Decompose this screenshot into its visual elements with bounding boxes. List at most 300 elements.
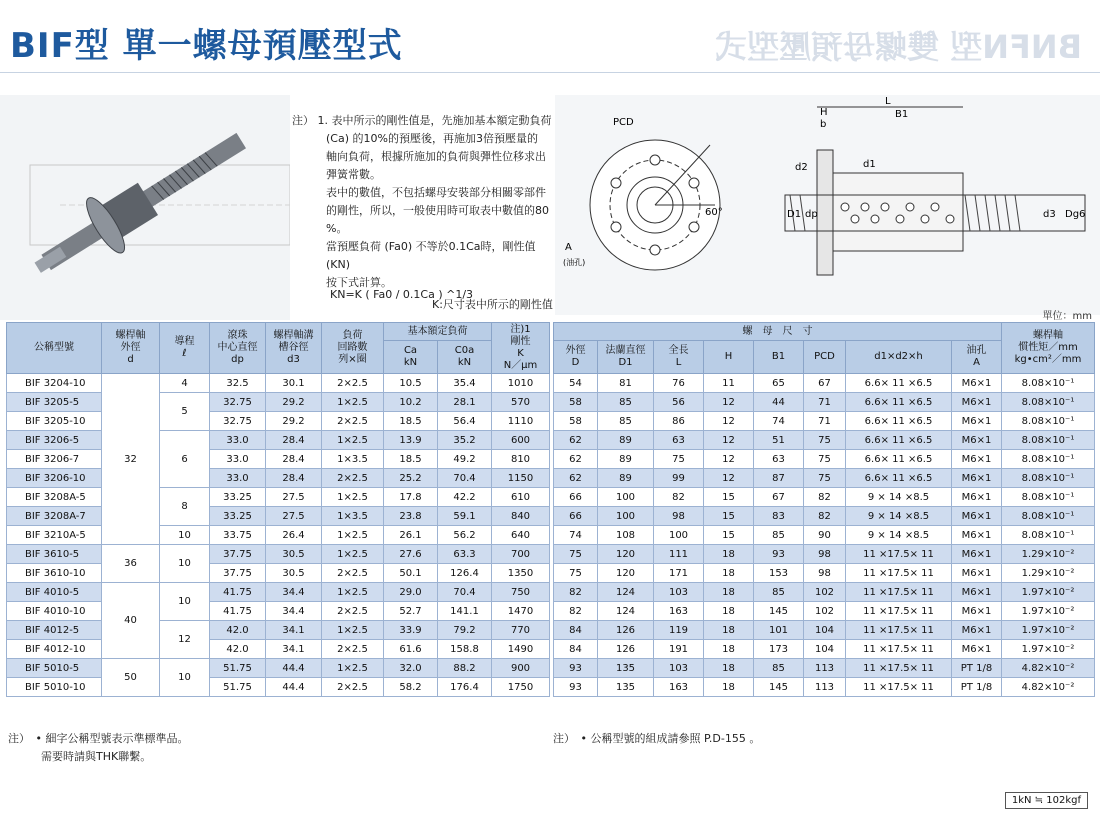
PCD-cell: 104 bbox=[804, 621, 846, 640]
D-cell: 75 bbox=[554, 564, 598, 583]
H-cell: 11 bbox=[704, 374, 754, 393]
lead-cell: 10 bbox=[160, 583, 210, 621]
D-cell: 84 bbox=[554, 621, 598, 640]
B1-cell: 153 bbox=[754, 564, 804, 583]
holes-cell: 9 × 14 ×8.5 bbox=[846, 507, 952, 526]
table-row bbox=[7, 621, 1095, 640]
holes-cell: 6.6× 11 ×6.5 bbox=[846, 374, 952, 393]
D1-cell: 135 bbox=[598, 659, 654, 678]
H-cell: 18 bbox=[704, 621, 754, 640]
header-flange: 法蘭直徑 D1 bbox=[598, 341, 654, 374]
H-cell: 12 bbox=[704, 393, 754, 412]
B1-cell: 173 bbox=[754, 640, 804, 659]
footer-note-line: 注） • 細字公稱型號表示準標準品。 bbox=[8, 732, 189, 745]
inertia-cell: 1.97×10⁻² bbox=[1002, 621, 1095, 640]
k-cell: 1350 bbox=[492, 564, 550, 583]
circ-cell: 1×2.5 bbox=[322, 431, 384, 450]
k-cell: 1750 bbox=[492, 678, 550, 697]
PCD-cell: 75 bbox=[804, 469, 846, 488]
ca-cell: 10.5 bbox=[384, 374, 438, 393]
dim-Dg6: Dg6 bbox=[1065, 209, 1086, 220]
model-cell: BIF 3206-7 bbox=[7, 450, 102, 469]
ca-cell: 58.2 bbox=[384, 678, 438, 697]
A-cell: M6×1 bbox=[952, 507, 1002, 526]
header-circuits: 負荷 回路數 列×圈 bbox=[322, 323, 384, 374]
header-rigidity: 注)1 剛性 K N／μm bbox=[492, 323, 550, 374]
coa-cell: 70.4 bbox=[438, 469, 492, 488]
PCD-cell: 102 bbox=[804, 583, 846, 602]
circ-cell: 2×2.5 bbox=[322, 640, 384, 659]
A-cell: PT 1/8 bbox=[952, 678, 1002, 697]
holes-cell: 11 ×17.5× 11 bbox=[846, 678, 952, 697]
A-cell: M6×1 bbox=[952, 583, 1002, 602]
d3-cell: 28.4 bbox=[266, 450, 322, 469]
table-row bbox=[7, 488, 1095, 507]
d3-cell: 27.5 bbox=[266, 507, 322, 526]
ca-cell: 25.2 bbox=[384, 469, 438, 488]
D-cell: 84 bbox=[554, 640, 598, 659]
header-model: 公稱型號 bbox=[7, 323, 102, 374]
coa-cell: 35.2 bbox=[438, 431, 492, 450]
inertia-cell: 8.08×10⁻¹ bbox=[1002, 412, 1095, 431]
d3-cell: 28.4 bbox=[266, 431, 322, 450]
k-cell: 770 bbox=[492, 621, 550, 640]
coa-cell: 28.1 bbox=[438, 393, 492, 412]
d3-cell: 30.1 bbox=[266, 374, 322, 393]
table-row bbox=[7, 545, 1095, 564]
coa-cell: 141.1 bbox=[438, 602, 492, 621]
H-cell: 18 bbox=[704, 602, 754, 621]
inertia-cell: 8.08×10⁻¹ bbox=[1002, 507, 1095, 526]
A-cell: M6×1 bbox=[952, 374, 1002, 393]
A-cell: M6×1 bbox=[952, 640, 1002, 659]
D-cell: 82 bbox=[554, 602, 598, 621]
coa-cell: 49.2 bbox=[438, 450, 492, 469]
D1-cell: 85 bbox=[598, 393, 654, 412]
dp-cell: 33.75 bbox=[210, 526, 266, 545]
dp-cell: 51.75 bbox=[210, 659, 266, 678]
H-cell: 15 bbox=[704, 507, 754, 526]
D1-cell: 85 bbox=[598, 412, 654, 431]
header-ca: Ca kN bbox=[384, 341, 438, 374]
title-rule bbox=[0, 72, 1100, 73]
D1-cell: 89 bbox=[598, 450, 654, 469]
header-load-group: 基本額定負荷 bbox=[384, 323, 492, 341]
holes-cell: 11 ×17.5× 11 bbox=[846, 659, 952, 678]
A-cell: PT 1/8 bbox=[952, 659, 1002, 678]
D-cell: 74 bbox=[554, 526, 598, 545]
L-cell: 103 bbox=[654, 583, 704, 602]
H-cell: 15 bbox=[704, 488, 754, 507]
L-cell: 163 bbox=[654, 602, 704, 621]
D-cell: 82 bbox=[554, 583, 598, 602]
dp-cell: 37.75 bbox=[210, 564, 266, 583]
D1-cell: 108 bbox=[598, 526, 654, 545]
note-line: (Ca) 的10%的預壓後，再施加3倍預壓量的 bbox=[326, 132, 538, 145]
k-cell: 1110 bbox=[492, 412, 550, 431]
coa-cell: 176.4 bbox=[438, 678, 492, 697]
inertia-cell: 4.82×10⁻² bbox=[1002, 659, 1095, 678]
footer-note-line: 需要時請與THK聯繫。 bbox=[8, 750, 152, 763]
dim-L: L bbox=[885, 96, 891, 107]
lead-cell: 5 bbox=[160, 393, 210, 431]
L-cell: 75 bbox=[654, 450, 704, 469]
circ-cell: 2×2.5 bbox=[322, 564, 384, 583]
model-cell: BIF 4012-10 bbox=[7, 640, 102, 659]
dimension-drawing bbox=[555, 95, 1100, 315]
k-cell: 1490 bbox=[492, 640, 550, 659]
ca-cell: 33.9 bbox=[384, 621, 438, 640]
ca-cell: 23.8 bbox=[384, 507, 438, 526]
dim-d1: d1 bbox=[863, 159, 876, 170]
lead-cell: 12 bbox=[160, 621, 210, 659]
model-cell: BIF 3204-10 bbox=[7, 374, 102, 393]
model-cell: BIF 3206-10 bbox=[7, 469, 102, 488]
L-cell: 103 bbox=[654, 659, 704, 678]
header-h: H bbox=[704, 341, 754, 374]
D-cell: 93 bbox=[554, 659, 598, 678]
coa-cell: 63.3 bbox=[438, 545, 492, 564]
dim-dp: dp bbox=[805, 209, 818, 220]
D1-cell: 124 bbox=[598, 583, 654, 602]
dim-d3: d3 bbox=[1043, 209, 1056, 220]
k-cell: 1470 bbox=[492, 602, 550, 621]
H-cell: 12 bbox=[704, 469, 754, 488]
A-cell: M6×1 bbox=[952, 488, 1002, 507]
model-cell: BIF 3206-5 bbox=[7, 431, 102, 450]
L-cell: 191 bbox=[654, 640, 704, 659]
model-cell: BIF 3610-5 bbox=[7, 545, 102, 564]
L-cell: 171 bbox=[654, 564, 704, 583]
circ-cell: 1×2.5 bbox=[322, 583, 384, 602]
model-cell: BIF 3205-10 bbox=[7, 412, 102, 431]
note-line: 按下式計算。 bbox=[326, 276, 392, 289]
lead-cell: 6 bbox=[160, 431, 210, 488]
D-cell: 66 bbox=[554, 507, 598, 526]
B1-cell: 83 bbox=[754, 507, 804, 526]
oil-hole-sub: (油孔) bbox=[563, 258, 586, 267]
A-cell: M6×1 bbox=[952, 526, 1002, 545]
inertia-cell: 1.29×10⁻² bbox=[1002, 545, 1095, 564]
B1-cell: 145 bbox=[754, 678, 804, 697]
B1-cell: 74 bbox=[754, 412, 804, 431]
B1-cell: 65 bbox=[754, 374, 804, 393]
ca-cell: 61.6 bbox=[384, 640, 438, 659]
table-row bbox=[7, 659, 1095, 678]
ball-screw-product-image bbox=[0, 95, 290, 320]
D-cell: 54 bbox=[554, 374, 598, 393]
holes-cell: 6.6× 11 ×6.5 bbox=[846, 393, 952, 412]
D-cell: 66 bbox=[554, 488, 598, 507]
dp-cell: 41.75 bbox=[210, 583, 266, 602]
dp-cell: 33.25 bbox=[210, 488, 266, 507]
inertia-cell: 8.08×10⁻¹ bbox=[1002, 393, 1095, 412]
model-cell: BIF 3208A-5 bbox=[7, 488, 102, 507]
PCD-cell: 75 bbox=[804, 450, 846, 469]
H-cell: 18 bbox=[704, 564, 754, 583]
circ-cell: 1×2.5 bbox=[322, 621, 384, 640]
coa-cell: 70.4 bbox=[438, 583, 492, 602]
D-cell: 62 bbox=[554, 450, 598, 469]
B1-cell: 44 bbox=[754, 393, 804, 412]
dp-cell: 32.5 bbox=[210, 374, 266, 393]
rigidity-formula: KN=K ( Fa0 / 0.1Ca ) ^1/3 bbox=[330, 288, 474, 301]
k-cell: 750 bbox=[492, 583, 550, 602]
inertia-cell: 8.08×10⁻¹ bbox=[1002, 488, 1095, 507]
holes-cell: 11 ×17.5× 11 bbox=[846, 564, 952, 583]
L-cell: 86 bbox=[654, 412, 704, 431]
D-cell: 58 bbox=[554, 412, 598, 431]
ca-cell: 13.9 bbox=[384, 431, 438, 450]
dp-cell: 42.0 bbox=[210, 640, 266, 659]
L-cell: 82 bbox=[654, 488, 704, 507]
angle-label: 60° bbox=[705, 207, 723, 218]
inertia-cell: 1.29×10⁻² bbox=[1002, 564, 1095, 583]
D1-cell: 126 bbox=[598, 621, 654, 640]
holes-cell: 11 ×17.5× 11 bbox=[846, 602, 952, 621]
model-cell: BIF 3205-5 bbox=[7, 393, 102, 412]
ca-cell: 50.1 bbox=[384, 564, 438, 583]
table-row bbox=[7, 526, 1095, 545]
coa-cell: 56.2 bbox=[438, 526, 492, 545]
inertia-cell: 1.97×10⁻² bbox=[1002, 640, 1095, 659]
circ-cell: 1×2.5 bbox=[322, 659, 384, 678]
PCD-cell: 113 bbox=[804, 659, 846, 678]
footer-reference-note: 注） • 公稱型號的組成請參照 P.D-155 。 bbox=[553, 732, 761, 745]
PCD-cell: 104 bbox=[804, 640, 846, 659]
inertia-cell: 8.08×10⁻¹ bbox=[1002, 431, 1095, 450]
table-row bbox=[7, 374, 1095, 393]
model-cell: BIF 5010-5 bbox=[7, 659, 102, 678]
B1-cell: 85 bbox=[754, 526, 804, 545]
dim-b: b bbox=[820, 119, 827, 130]
header-oil: 油孔 A bbox=[952, 341, 1002, 374]
header-nut-group: 螺 母 尺 寸 bbox=[554, 323, 1002, 341]
model-cell: BIF 4010-5 bbox=[7, 583, 102, 602]
shaft-od-cell: 36 bbox=[102, 545, 160, 583]
D1-cell: 100 bbox=[598, 507, 654, 526]
D1-cell: 100 bbox=[598, 488, 654, 507]
note-line: %。 bbox=[326, 222, 348, 235]
ca-cell: 52.7 bbox=[384, 602, 438, 621]
coa-cell: 56.4 bbox=[438, 412, 492, 431]
inertia-cell: 8.08×10⁻¹ bbox=[1002, 526, 1095, 545]
D1-cell: 120 bbox=[598, 545, 654, 564]
circ-cell: 1×3.5 bbox=[322, 507, 384, 526]
dp-cell: 33.0 bbox=[210, 431, 266, 450]
H-cell: 18 bbox=[704, 640, 754, 659]
d3-cell: 29.2 bbox=[266, 412, 322, 431]
lead-cell: 4 bbox=[160, 374, 210, 393]
holes-cell: 11 ×17.5× 11 bbox=[846, 621, 952, 640]
d3-cell: 28.4 bbox=[266, 469, 322, 488]
inertia-cell: 1.97×10⁻² bbox=[1002, 602, 1095, 621]
header-shaft-od: 螺桿軸 外徑 d bbox=[102, 323, 160, 374]
B1-cell: 85 bbox=[754, 659, 804, 678]
d3-cell: 34.4 bbox=[266, 583, 322, 602]
header-b1: B1 bbox=[754, 341, 804, 374]
note-line: 的剛性，所以，一般使用時可取表中數值的80 bbox=[326, 204, 549, 217]
dp-cell: 33.0 bbox=[210, 450, 266, 469]
k-cell: 840 bbox=[492, 507, 550, 526]
PCD-cell: 98 bbox=[804, 564, 846, 583]
H-cell: 18 bbox=[704, 678, 754, 697]
coa-cell: 88.2 bbox=[438, 659, 492, 678]
pcd-label: PCD bbox=[613, 117, 634, 128]
k-cell: 570 bbox=[492, 393, 550, 412]
ca-cell: 17.8 bbox=[384, 488, 438, 507]
D-cell: 62 bbox=[554, 469, 598, 488]
holes-cell: 11 ×17.5× 11 bbox=[846, 583, 952, 602]
D1-cell: 120 bbox=[598, 564, 654, 583]
header-holes: d1×d2×h bbox=[846, 341, 952, 374]
L-cell: 63 bbox=[654, 431, 704, 450]
holes-cell: 6.6× 11 ×6.5 bbox=[846, 431, 952, 450]
model-cell: BIF 4010-10 bbox=[7, 602, 102, 621]
PCD-cell: 75 bbox=[804, 431, 846, 450]
circ-cell: 2×2.5 bbox=[322, 678, 384, 697]
inertia-cell: 8.08×10⁻¹ bbox=[1002, 450, 1095, 469]
header-inertia: 螺桿軸 慣性矩／mm kg•cm²／mm bbox=[1002, 323, 1095, 374]
B1-cell: 145 bbox=[754, 602, 804, 621]
circ-cell: 1×3.5 bbox=[322, 450, 384, 469]
dp-cell: 37.75 bbox=[210, 545, 266, 564]
k-cell: 810 bbox=[492, 450, 550, 469]
D1-cell: 135 bbox=[598, 678, 654, 697]
note-line: 軸向負荷，根據所施加的負荷與彈性位移求出 bbox=[326, 150, 546, 163]
d3-cell: 34.1 bbox=[266, 621, 322, 640]
H-cell: 12 bbox=[704, 412, 754, 431]
D-cell: 58 bbox=[554, 393, 598, 412]
holes-cell: 6.6× 11 ×6.5 bbox=[846, 450, 952, 469]
D1-cell: 124 bbox=[598, 602, 654, 621]
A-cell: M6×1 bbox=[952, 450, 1002, 469]
D1-cell: 89 bbox=[598, 469, 654, 488]
header-ball-dp: 滾珠 中心直徑 dp bbox=[210, 323, 266, 374]
dp-cell: 51.75 bbox=[210, 678, 266, 697]
ca-cell: 27.6 bbox=[384, 545, 438, 564]
circ-cell: 2×2.5 bbox=[322, 412, 384, 431]
L-cell: 99 bbox=[654, 469, 704, 488]
d3-cell: 30.5 bbox=[266, 545, 322, 564]
page-title: BIF型 單一螺母預壓型式 bbox=[10, 26, 403, 66]
dp-cell: 33.25 bbox=[210, 507, 266, 526]
unit-label: 單位：mm bbox=[1042, 311, 1092, 322]
k-cell: 1010 bbox=[492, 374, 550, 393]
formula-note: K:尺寸表中所示的剛性值 bbox=[432, 298, 553, 311]
PCD-cell: 71 bbox=[804, 393, 846, 412]
L-cell: 111 bbox=[654, 545, 704, 564]
A-cell: M6×1 bbox=[952, 564, 1002, 583]
holes-cell: 6.6× 11 ×6.5 bbox=[846, 469, 952, 488]
d3-cell: 34.4 bbox=[266, 602, 322, 621]
note-line: 表中的數值，不包括螺母安裝部分相關零部件 bbox=[326, 186, 546, 199]
model-cell: BIF 4012-5 bbox=[7, 621, 102, 640]
A-cell: M6×1 bbox=[952, 545, 1002, 564]
spec-table-body bbox=[7, 374, 1095, 697]
model-cell: BIF 3210A-5 bbox=[7, 526, 102, 545]
circ-cell: 2×2.5 bbox=[322, 374, 384, 393]
k-cell: 610 bbox=[492, 488, 550, 507]
coa-cell: 158.8 bbox=[438, 640, 492, 659]
d3-cell: 27.5 bbox=[266, 488, 322, 507]
coa-cell: 42.2 bbox=[438, 488, 492, 507]
ca-cell: 26.1 bbox=[384, 526, 438, 545]
table-row bbox=[7, 583, 1095, 602]
B1-cell: 93 bbox=[754, 545, 804, 564]
lead-cell: 8 bbox=[160, 488, 210, 526]
circ-cell: 1×2.5 bbox=[322, 488, 384, 507]
lead-cell: 10 bbox=[160, 545, 210, 583]
k-cell: 700 bbox=[492, 545, 550, 564]
B1-cell: 85 bbox=[754, 583, 804, 602]
holes-cell: 11 ×17.5× 11 bbox=[846, 545, 952, 564]
circ-cell: 2×2.5 bbox=[322, 602, 384, 621]
k-cell: 1150 bbox=[492, 469, 550, 488]
A-cell: M6×1 bbox=[952, 469, 1002, 488]
B1-cell: 63 bbox=[754, 450, 804, 469]
D-cell: 75 bbox=[554, 545, 598, 564]
L-cell: 100 bbox=[654, 526, 704, 545]
d3-cell: 44.4 bbox=[266, 678, 322, 697]
note-line: 彈簧常數。 bbox=[326, 168, 381, 181]
H-cell: 18 bbox=[704, 659, 754, 678]
note-line: 注） 1. 表中所示的剛性值是，先施加基本額定動負荷 bbox=[292, 114, 552, 127]
inertia-cell: 8.08×10⁻¹ bbox=[1002, 469, 1095, 488]
k-cell: 640 bbox=[492, 526, 550, 545]
holes-cell: 9 × 14 ×8.5 bbox=[846, 526, 952, 545]
D1-cell: 81 bbox=[598, 374, 654, 393]
D-cell: 62 bbox=[554, 431, 598, 450]
PCD-cell: 102 bbox=[804, 602, 846, 621]
table-row bbox=[7, 393, 1095, 412]
notes-block bbox=[292, 112, 554, 292]
header-outer: 外徑 D bbox=[554, 341, 598, 374]
header-root: 螺桿軸溝 槽谷徑 d3 bbox=[266, 323, 322, 374]
dp-cell: 33.0 bbox=[210, 469, 266, 488]
model-cell: BIF 5010-10 bbox=[7, 678, 102, 697]
ca-cell: 32.0 bbox=[384, 659, 438, 678]
ca-cell: 18.5 bbox=[384, 450, 438, 469]
dp-cell: 32.75 bbox=[210, 393, 266, 412]
header-coa: C0a kN bbox=[438, 341, 492, 374]
L-cell: 76 bbox=[654, 374, 704, 393]
holes-cell: 11 ×17.5× 11 bbox=[846, 640, 952, 659]
lead-cell: 10 bbox=[160, 659, 210, 697]
B1-cell: 67 bbox=[754, 488, 804, 507]
lead-cell: 10 bbox=[160, 526, 210, 545]
H-cell: 18 bbox=[704, 583, 754, 602]
shaft-od-cell: 40 bbox=[102, 583, 160, 659]
PCD-cell: 67 bbox=[804, 374, 846, 393]
L-cell: 98 bbox=[654, 507, 704, 526]
d3-cell: 44.4 bbox=[266, 659, 322, 678]
footer-notes bbox=[8, 730, 188, 766]
dim-B1: B1 bbox=[895, 109, 909, 120]
holes-cell: 9 × 14 ×8.5 bbox=[846, 488, 952, 507]
coa-cell: 35.4 bbox=[438, 374, 492, 393]
note-line: 當預壓負荷 (Fa0) 不等於0.1Ca時，剛性值 (KN) bbox=[326, 240, 536, 271]
k-cell: 900 bbox=[492, 659, 550, 678]
shaft-od-cell: 50 bbox=[102, 659, 160, 697]
PCD-cell: 90 bbox=[804, 526, 846, 545]
spec-table bbox=[6, 322, 1095, 697]
A-cell: M6×1 bbox=[952, 412, 1002, 431]
model-cell: BIF 3610-10 bbox=[7, 564, 102, 583]
A-cell: M6×1 bbox=[952, 431, 1002, 450]
H-cell: 18 bbox=[704, 545, 754, 564]
D1-cell: 126 bbox=[598, 640, 654, 659]
